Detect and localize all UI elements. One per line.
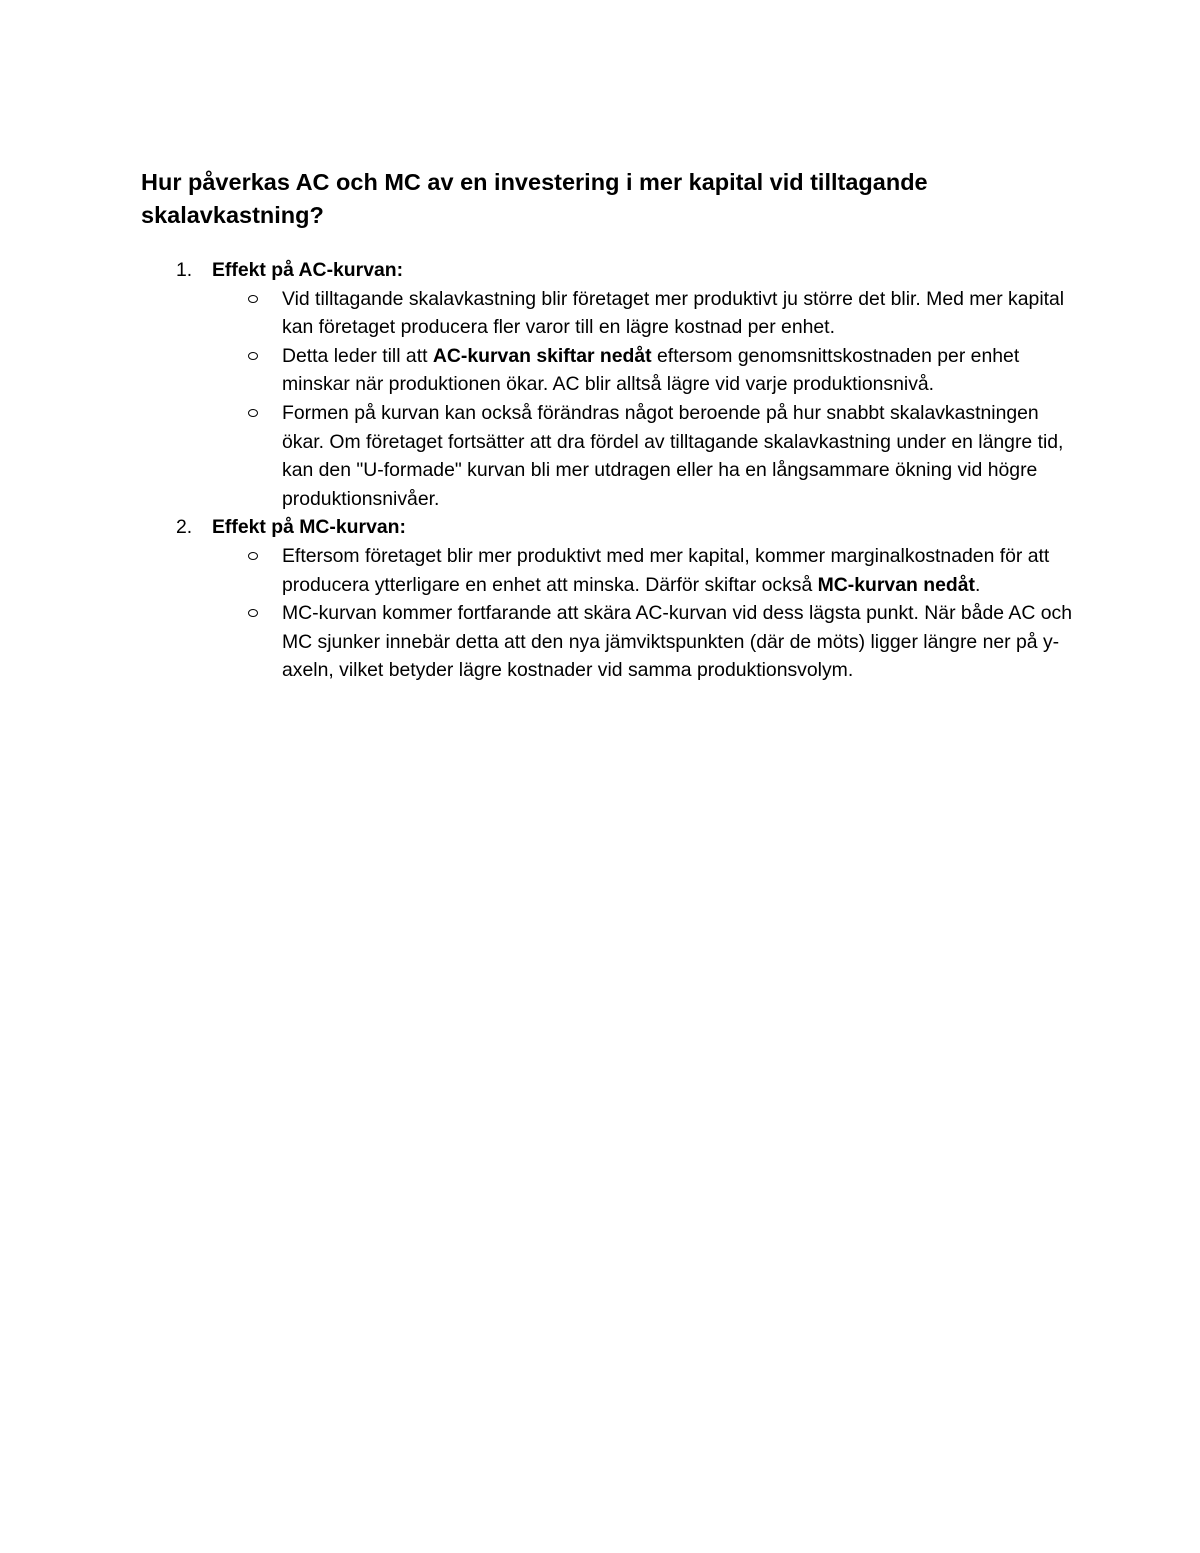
bullet-bold-text: AC-kurvan skiftar nedåt — [432, 344, 652, 367]
bullet-list — [212, 542, 1200, 685]
numbered-list — [0, 256, 1200, 685]
bullet-text: MC-kurvan kommer fortfarande att skära AC-kurvan vid dess lägsta punkt. När både AC och MC sjunker innebär detta att den nya jämviktspunkten (där de möts) ligger längre ner på y-axeln, vilket betyder lägre kostnader vid samma produktionsvolym. — [282, 602, 1072, 682]
bullet-item — [282, 342, 1072, 399]
hollow-bullet-icon — [248, 552, 258, 560]
bullet-text: Eftersom företaget blir mer produktivt med mer kapital, kommer marginalkostnaden för att producera ytterligare en enhet att minska. Därför skiftar också — [282, 544, 1050, 596]
bullet-item — [282, 399, 1072, 513]
hollow-bullet-icon — [248, 352, 258, 360]
bullet-item — [282, 542, 1072, 599]
document-title: Hur påverkas AC och MC av en investering i mer kapital vid tilltagande skalavkastning? — [141, 169, 928, 228]
bullet-text: Formen på kurvan kan också förändras något beroende på hur snabbt skalavkastningen ökar. Om företaget fortsätter att dra fördel av tilltagande skalavkastning under en längre tid, kan den "U-formade" kurvan bli mer utdragen eller ha en långsammare ökning vid högre produktionsnivåer. — [282, 401, 1064, 510]
section-heading: Effekt på MC-kurvan: — [212, 516, 406, 539]
list-number: 2. — [176, 516, 193, 539]
bullet-item — [282, 285, 1072, 342]
bullet-bold-text: MC-kurvan nedåt — [817, 573, 975, 596]
hollow-bullet-icon — [248, 609, 258, 617]
list-item-ac-curve — [0, 256, 1200, 513]
bullet-text: Vid tilltagande skalavkastning blir företaget mer produktivt ju större det blir. Med mer kapital kan företaget producera fler varor till en lägre kostnad per enhet. — [282, 287, 1065, 339]
hollow-bullet-icon — [248, 409, 258, 417]
bullet-text: eftersom genomsnittskostnaden per enhet minskar när produktionen ökar. AC blir alltså lägre vid varje produktionsnivå. — [282, 344, 1020, 396]
bullet-text: Detta leder till att — [282, 344, 433, 367]
bullet-item — [282, 599, 1072, 685]
section-heading: Effekt på AC-kurvan: — [212, 259, 404, 281]
bullet-text: . — [974, 573, 981, 596]
list-number: 1. — [176, 259, 193, 281]
list-item-mc-curve — [0, 513, 1200, 685]
hollow-bullet-icon — [248, 295, 258, 303]
bullet-list — [212, 285, 1200, 514]
